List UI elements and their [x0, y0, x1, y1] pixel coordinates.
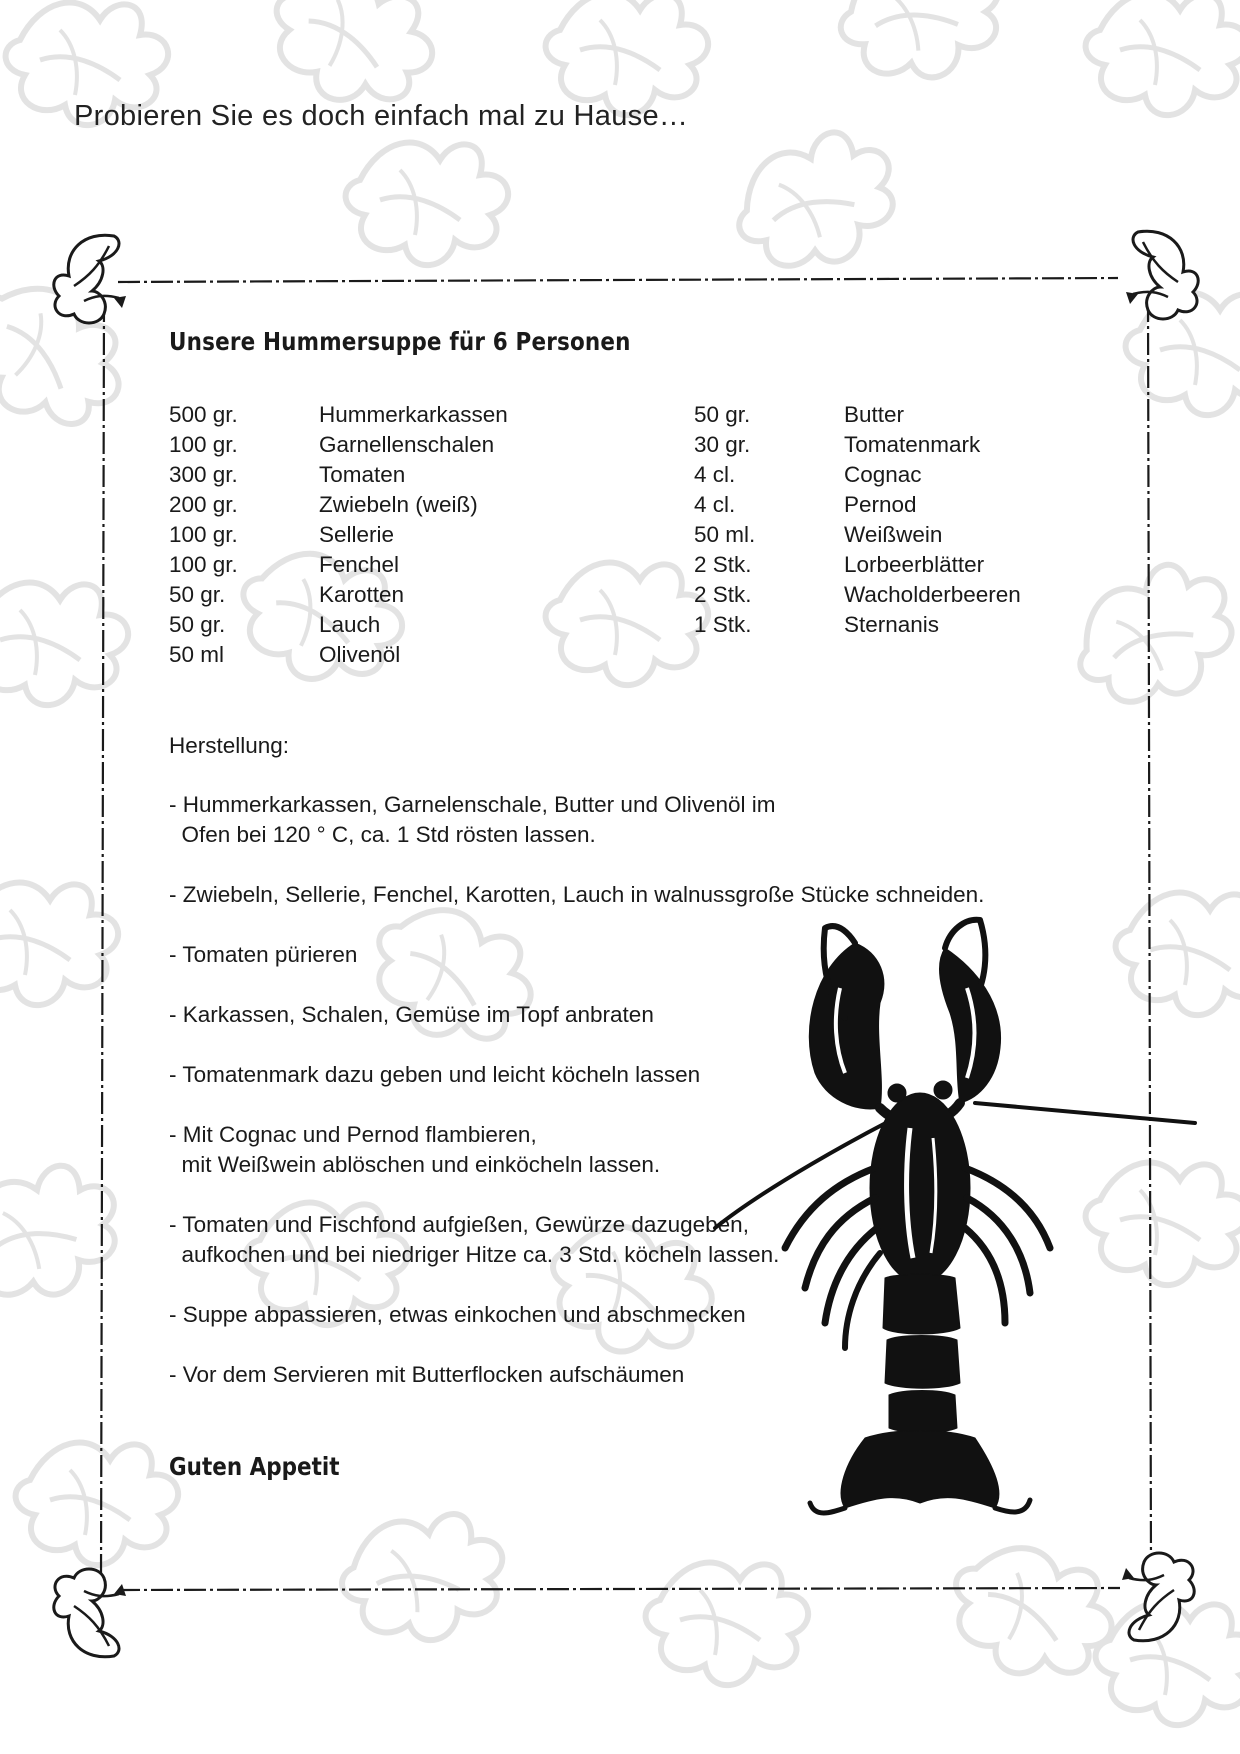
- ingredient-row: [694, 430, 1094, 460]
- method-label: Herstellung:: [169, 733, 290, 758]
- ingredient-qty: 100 gr.: [169, 522, 238, 547]
- ingredient-qty: 50 ml.: [694, 522, 756, 547]
- method-step: - Tomaten und Fischfond aufgießen, Gewürze dazugeben, aufkochen und bei niedriger Hitze ca. 3 Std. köcheln lassen.: [169, 1212, 780, 1267]
- intro-text: Probieren Sie es doch einfach mal zu Hause…: [74, 100, 689, 132]
- ingredient-row: [694, 490, 1094, 520]
- ingredient-qty: 2 Stk.: [694, 552, 752, 577]
- ingredient-name: Wacholderbeeren: [844, 582, 1021, 607]
- ingredient-name: Tomaten: [319, 462, 406, 487]
- method-step: - Suppe abpassieren, etwas einkochen und abschmecken: [169, 1302, 746, 1327]
- method-step: - Vor dem Servieren mit Butterflocken aufschäumen: [169, 1362, 685, 1387]
- ingredient-qty: 300 gr.: [169, 462, 238, 487]
- ingredient-row: [169, 640, 669, 670]
- ingredient-row: [169, 400, 669, 430]
- ingredient-row: [169, 580, 669, 610]
- corner-ornament-top-left: [44, 226, 134, 336]
- ingredient-name: Pernod: [844, 492, 917, 517]
- ingredient-name: Sellerie: [319, 522, 395, 547]
- ingredient-qty: 30 gr.: [694, 432, 751, 457]
- ingredient-row: [694, 460, 1094, 490]
- ingredient-qty: 50 gr.: [169, 582, 226, 607]
- ingredient-qty: 500 gr.: [169, 402, 238, 427]
- ingredient-name: Karotten: [319, 582, 405, 607]
- ingredient-name: Olivenöl: [319, 642, 401, 667]
- ingredient-qty: 100 gr.: [169, 432, 238, 457]
- corner-ornament-bottom-right: [1114, 1540, 1204, 1650]
- ingredient-row: [694, 520, 1094, 550]
- ingredient-row: [169, 520, 669, 550]
- ingredient-qty: 1 Stk.: [694, 612, 752, 637]
- ingredient-row: [694, 610, 1094, 640]
- ingredient-name: Butter: [844, 402, 905, 427]
- ingredient-qty: 100 gr.: [169, 552, 238, 577]
- method-step: - Karkassen, Schalen, Gemüse im Topf anbraten: [169, 1002, 654, 1027]
- ingredient-name: Tomatenmark: [844, 432, 981, 457]
- method-step: - Mit Cognac und Pernod flambieren, mit Weißwein ablöschen und einköcheln lassen.: [169, 1122, 661, 1177]
- ingredient-qty: 4 cl.: [694, 492, 736, 517]
- ingredient-row: [169, 430, 669, 460]
- closing-text: Guten Appetit: [169, 1452, 340, 1481]
- ingredient-name: Garnellenschalen: [319, 432, 495, 457]
- ingredient-name: Zwiebeln (weiß): [319, 492, 478, 517]
- method-step: - Tomatenmark dazu geben und leicht köcheln lassen: [169, 1062, 701, 1087]
- ingredient-row: [169, 610, 669, 640]
- ingredient-row: [694, 550, 1094, 580]
- corner-ornament-bottom-left: [44, 1556, 134, 1666]
- ingredient-qty: 50 gr.: [694, 402, 751, 427]
- ingredient-name: Lorbeerblätter: [844, 552, 985, 577]
- ingredient-row: [694, 580, 1094, 610]
- ingredient-qty: 50 ml: [169, 642, 225, 667]
- method-step: - Zwiebeln, Sellerie, Fenchel, Karotten, Lauch in walnussgroße Stücke schneiden.: [169, 882, 985, 907]
- ingredient-qty: 50 gr.: [169, 612, 226, 637]
- ingredient-qty: 2 Stk.: [694, 582, 752, 607]
- ingredient-name: Fenchel: [319, 552, 400, 577]
- ingredient-name: Lauch: [319, 612, 381, 637]
- ingredient-row: [169, 490, 669, 520]
- recipe-title: Unsere Hummersuppe für 6 Personen: [169, 327, 631, 356]
- ingredients-right: [694, 400, 1094, 640]
- ingredient-name: Sternanis: [844, 612, 940, 637]
- corner-ornament-top-right: [1118, 222, 1208, 332]
- ingredient-row: [694, 400, 1094, 430]
- ingredients-left: [169, 400, 669, 670]
- ingredient-qty: 4 cl.: [694, 462, 736, 487]
- ingredient-name: Hummerkarkassen: [319, 402, 508, 427]
- ingredient-row: [169, 550, 669, 580]
- method-step: - Tomaten pürieren: [169, 942, 358, 967]
- method-step: - Hummerkarkassen, Garnelenschale, Butter und Olivenöl im Ofen bei 120 ° C, ca. 1 Std rösten lassen.: [169, 792, 776, 847]
- ingredient-qty: 200 gr.: [169, 492, 238, 517]
- lobster-icon: [705, 908, 1205, 1538]
- ingredient-row: [169, 460, 669, 490]
- ingredient-name: Weißwein: [844, 522, 943, 547]
- ingredient-name: Cognac: [844, 462, 922, 487]
